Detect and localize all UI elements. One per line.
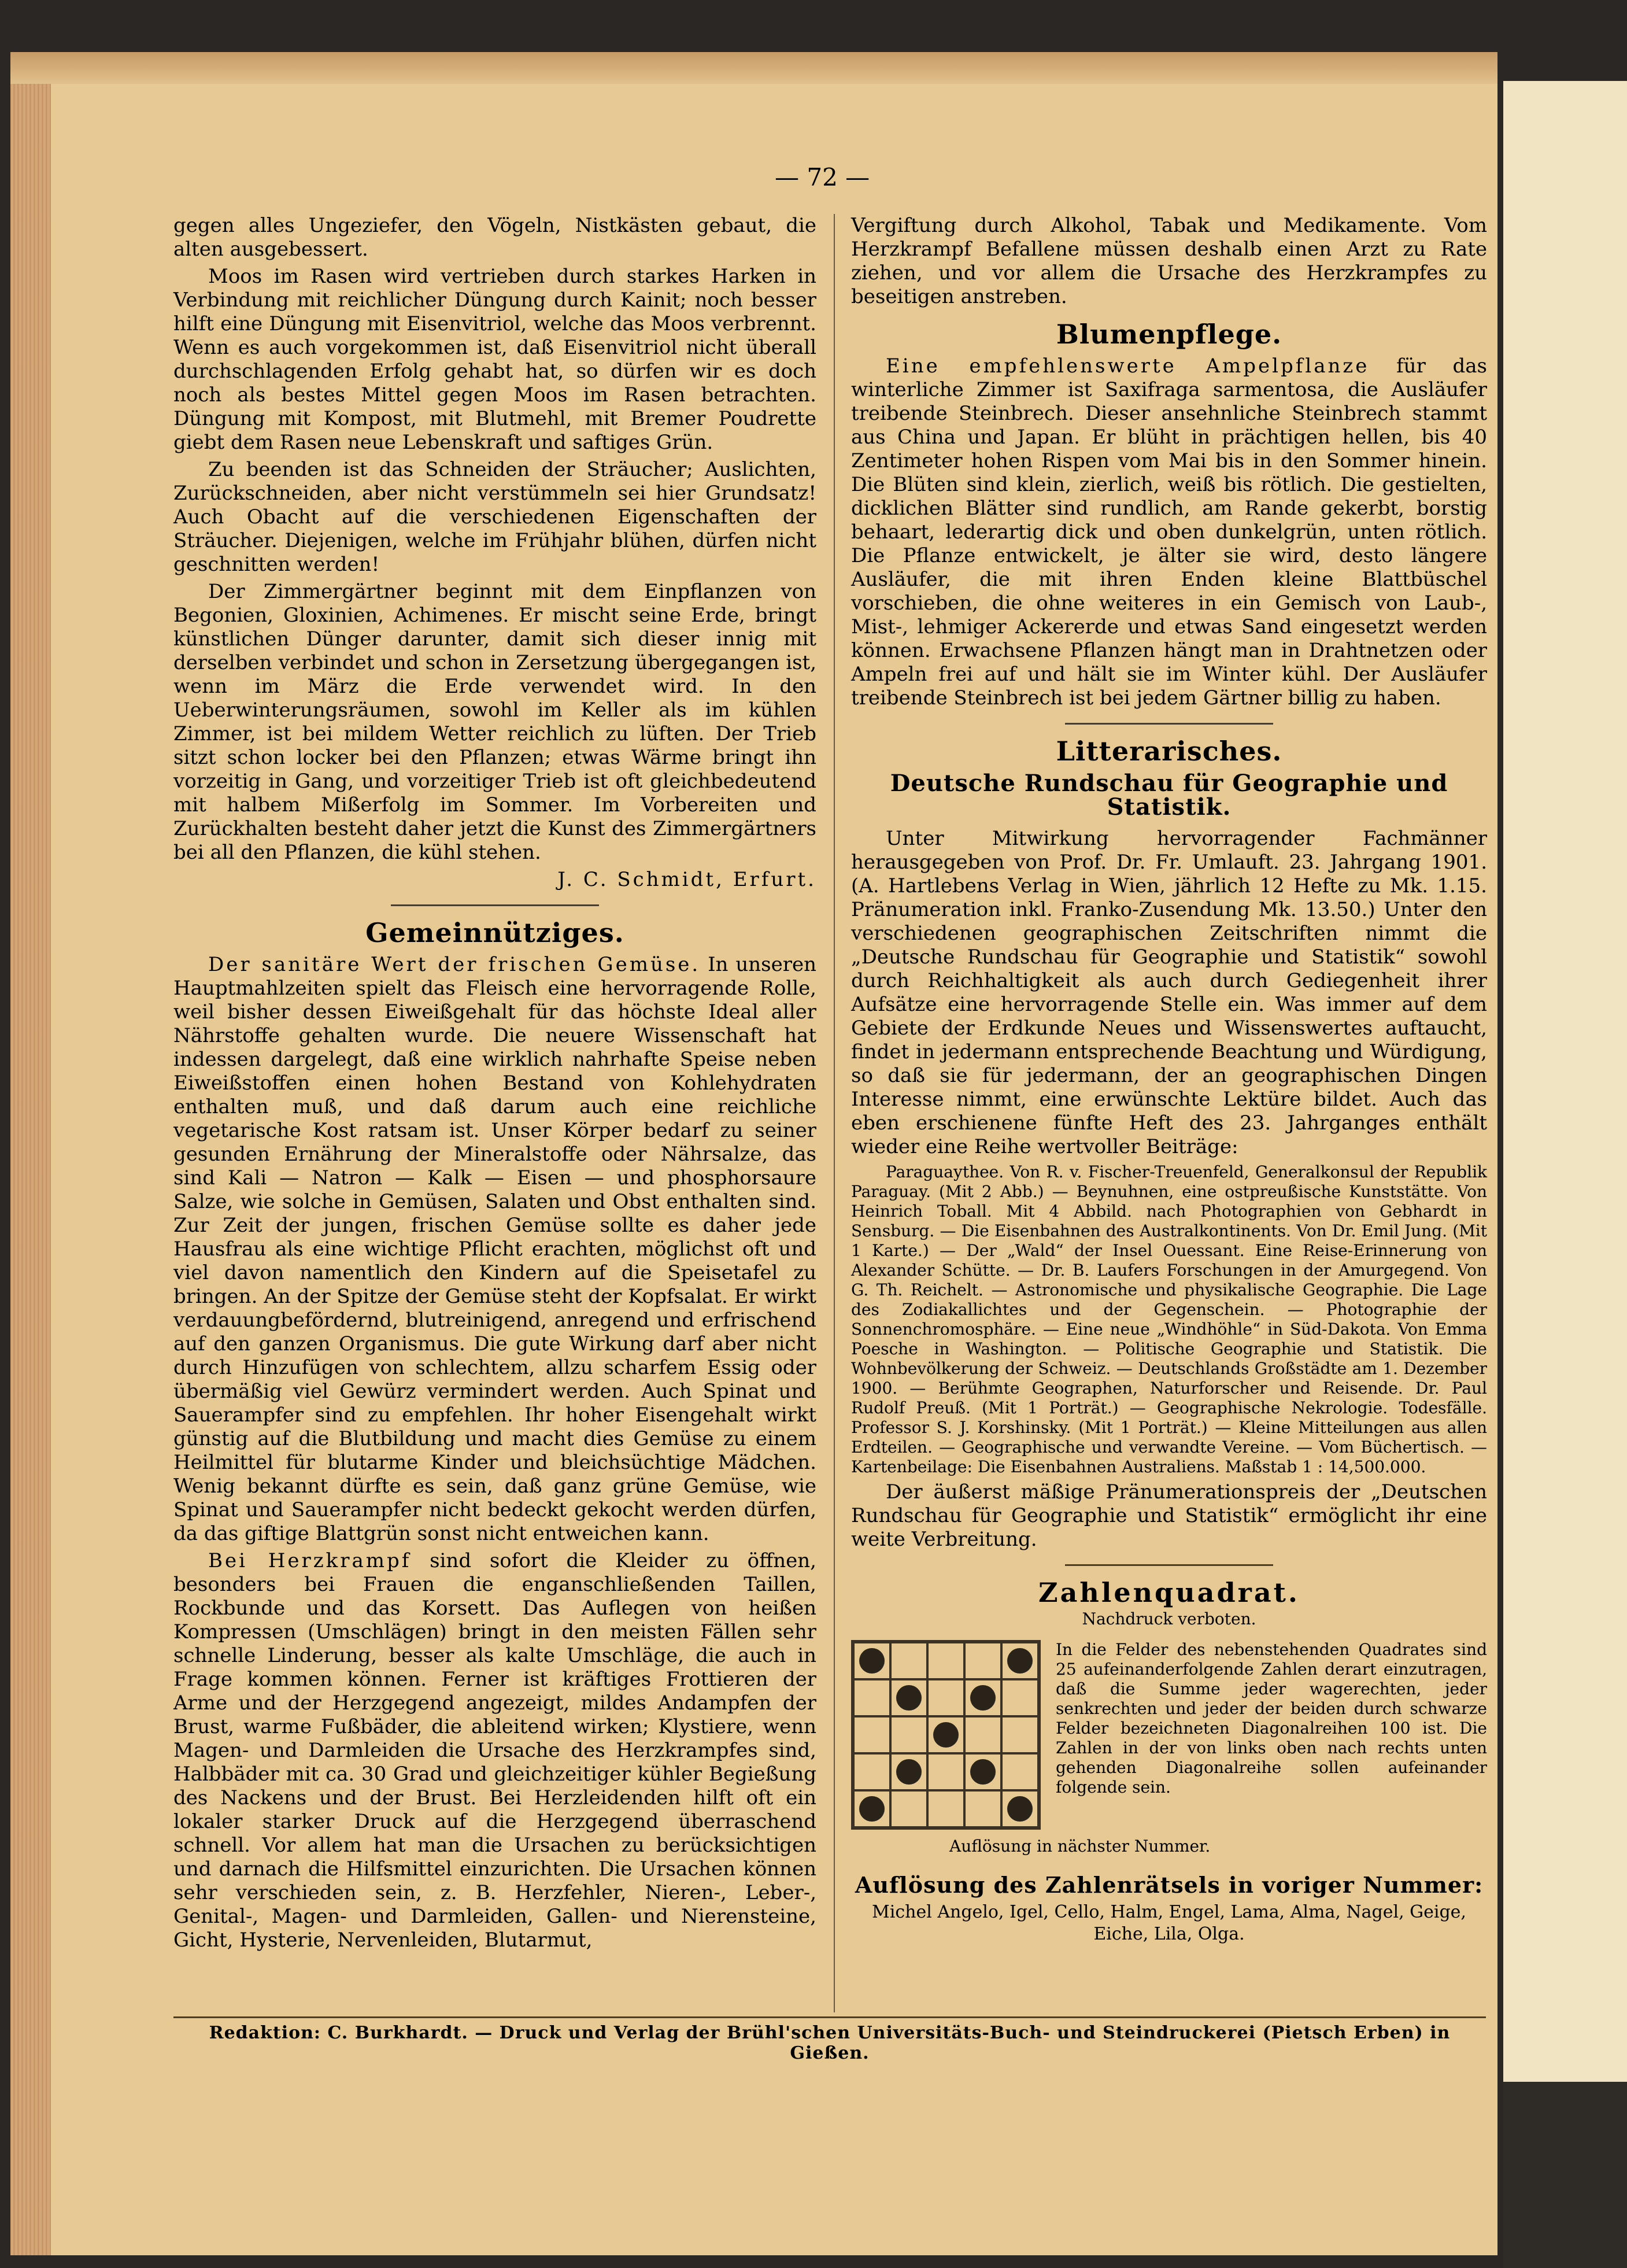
lead-phrase: Der sanitäre Wert der frischen Gemüse. — [208, 953, 701, 976]
grid-cell — [890, 1790, 927, 1827]
black-field — [896, 1685, 922, 1711]
grid-cell — [853, 1716, 890, 1753]
black-field — [859, 1648, 885, 1674]
grid-cell — [964, 1642, 1001, 1679]
paragraph: Zu beenden ist das Schneiden der Sträucher; Auslichten, Zurückschneiden, aber nicht verstümmeln sei hier Grundsatz! Auch Obacht auf die verschiedenen Eigenschaften der Sträucher. Diejenigen, welche im Frühjahr blühen, dürfen nicht geschnitten werden! — [173, 458, 816, 576]
paragraph-text: In unseren Hauptmahlzeiten spielt das Fleisch eine hervorragende Rolle, weil bisher dessen Eiweißgehalt für das höchste Ideal aller Nährstoffe gehalten wurde. Die neuere Wissenschaft hat indessen dargelegt, daß eine wirklich nahrhafte Speise neben Eiweißstoffen einen hohen Bestand von Kohlehydraten enthalten muß, und daß darum auch eine reichliche vegetarische Kost ratsam ist. Unser Körper bedarf zu seiner gesunden Ernährung der Mineralstoffe oder Nährsalze, das sind Kali — Natron — Kalk — Eisen — und phosphorsaure Salze, wie solche in Gemüsen, Salaten und Obst enthalten sind. Zur Zeit der jungen, frischen Gemüse sollte es daher jede Hausfrau als eine wichtige Pflicht erachten, möglichst oft und viel davon namentlich den Kindern auf die Speisetafel zu bringen. An der Spitze der Gemüse steht der Kopfsalat. Er wirkt verdauungbefördernd, blutreinigend, anregend und erfrischend auf den ganzen Organismus. Die gute Wirkung darf aber nicht durch Hinzufügen von schlechtem, allzu scharfem Essig oder übermäßig viel Gewürz vermindert werden. Auch Spinat und Sauerampfer sind zu empfehlen. Ihr hoher Eisengehalt wirkt günstig auf die Blutbildung und macht dies Gemüse zu einem Heilmittel für blutarme Kinder und bleichsüchtige Mädchen. Wenig bekannt dürfte es sein, daß ganz grüne Gemüse, wie Spinat und Sauerampfer nicht bedeckt gekocht werden dürfen, da das giftige Blattgrün sonst nicht entweichen kann. — [173, 953, 816, 1545]
grid-cell — [890, 1642, 927, 1679]
paragraph-text: für das winterliche Zimmer ist Saxifraga sarmentosa, die Ausläufer treibende Steinbrech. Dieser ansehnliche Steinbrech stammt aus China und Japan. Er blüht in prächtigen hellen, bis 40 Zentimeter hohen Rispen vom Mai bis in den Sommer hinein. Die Blüten sind klein, zierlich, weiß bis rötlich. Die gestielten, dicklichen Blätter sind rundlich, am Rande gekerbt, borstig behaart, lederartig dick und oben dunkelgrün, unten rötlich. Die Pflanze entwickelt, je älter sie wird, desto längere Ausläufer, die mit ihren Enden kleine Blattbüschel vorschieben, die ohne weiteres in ein Gemisch von Laub-, Mist-, lehmiger Ackererde und etwas Sand eingesetzt werden können. Erwachsene Pflanzen hängt man in Drahtnetzen oder Ampeln frei auf und hält sie im Winter kühl. Der Ausläufer treibende Steinbrech ist bei jedem Gärtner billig zu haben. — [851, 354, 1487, 710]
imprint: Redaktion: C. Burkhardt. — Druck und Verlag der Brühl'schen Universitäts-Buch- und Steindruckerei (Pietsch Erben) in Gießen. — [209, 2023, 1451, 2063]
black-field — [970, 1759, 996, 1785]
notice: Auflösung in nächster Nummer. — [949, 1837, 1211, 1856]
grid-cell — [964, 1716, 1001, 1753]
black-field — [1007, 1796, 1033, 1822]
black-field — [933, 1722, 959, 1748]
signature: J. C. Schmidt, Erfurt. — [557, 868, 816, 891]
lead-phrase: Eine empfehlenswerte Ampelpflanze — [886, 354, 1370, 378]
grid-cell — [927, 1679, 964, 1716]
divider — [1065, 723, 1273, 725]
grid-cell — [927, 1716, 964, 1753]
section-heading: Gemeinnütziges. — [365, 917, 624, 948]
paragraph: Moos im Rasen wird vertrieben durch starkes Harken in Verbindung mit reichlicher Düngung durch Kainit; noch besser hilft eine Düngung mit Eisenvitriol, welche das Moos verbrennt. Wenn es auch vorgekommen ist, daß Eisenvitriol nicht überall durchschlagenden Erfolg gehabt hat, so dürfen wir es doch noch als bestes Mittel gegen Moos im Rasen betrachten. Düngung mit Kompost, mit Blutmehl, mit Bremer Poudrette giebt dem Rasen neue Lebenskraft und saftiges Grün. — [173, 265, 816, 454]
paragraph-text: sind sofort die Kleider zu öffnen, besonders bei Frauen die enganschließenden Taillen, Rockbunde und das Korsett. Das Auflegen von heißen Kompressen (Umschlägen) bringt in den meisten Fällen sehr schnelle Linderung, besser als kalte Umschläge, die auch in Frage kommen können. Ferner ist kräftiges Frottieren der Arme und der Herzgegend angezeigt, mildes Andampfen der Brust, warme Fußbäder, die ableitend wirken; Klystiere, wenn Magen- und Darmleiden die Ursache des Herzkrampfes sind, Halbbäder mit ca. 30 Grad und gleichzeitiger kühler Begießung des Nackens und der Brust. Bei Herzleidenden hilft oft ein lokaler starker Druck auf die Herzgegend überraschend schnell. Vor allem hat man die Ursachen zu berücksichtigen und darnach die Hilfsmittel einzurichten. Die Ursachen können sehr verschieden sein, z. B. Herzfehler, Nieren-, Leber-, Genital-, Magen- und Darmleiden, Gallen- und Nierensteine, Gicht, Hysterie, Nervenleiden, Blutarmut, — [173, 1549, 816, 1952]
right-column — [851, 214, 1487, 1945]
paragraph: Unter Mitwirkung hervorragender Fachmänner herausgegeben von Prof. Dr. Fr. Umlauft. 23. Jahrgang 1901. (A. Hartlebens Verlag in Wien, jährlich 12 Hefte zu Mk. 1.15. Pränumeration inkl. Franko-Zusendung Mk. 13.50.) Unter den verschiedenen geographischen Zeitschriften nimmt die „Deutsche Rundschau für Geographie und Statistik“ sowohl durch Reichhaltigkeit als auch durch Gediegenheit ihrer Aufsätze eine hervorragende Stelle ein. Was immer auf dem Gebiete der Erdkunde Neues und Wissenswertes auftaucht, findet in jedermann entsprechende Beachtung und Würdigung, so daß sie für jedermann, der an geographischen Dingen Interesse nimmt, eine erwünschte Lektüre bildet. Auch das eben erschienene fünfte Heft des 23. Jahrganges enthält wieder eine Reihe wertvoller Beiträge: — [851, 827, 1487, 1158]
puzzle-grid — [851, 1640, 1041, 1830]
paragraph — [173, 953, 816, 1546]
grid-cell — [853, 1753, 890, 1790]
paragraph — [173, 1549, 816, 1952]
footer-rule — [173, 2016, 1486, 2018]
page-edge-top — [10, 52, 1497, 84]
grid-cell — [964, 1753, 1001, 1790]
section-heading: Litterarisches. — [1056, 736, 1282, 767]
section-heading: Auflösung des Zahlenrätsels in voriger Nummer: — [855, 1872, 1484, 1898]
grid-cell — [927, 1753, 964, 1790]
grid-cell — [964, 1679, 1001, 1716]
solution-text: Michel Angelo, Igel, Cello, Halm, Engel, Lama, Alma, Nagel, Geige, Eiche, Lila, Olga. — [872, 1902, 1466, 1944]
left-column — [173, 214, 816, 1956]
grid-cell — [1001, 1642, 1038, 1679]
divider — [1065, 1564, 1273, 1566]
black-field — [970, 1685, 996, 1711]
section-heading: Zahlenquadrat. — [1038, 1577, 1300, 1608]
lead-phrase: Bei Herzkrampf — [208, 1549, 412, 1572]
column-rule — [834, 214, 835, 2012]
grid-cell — [1001, 1679, 1038, 1716]
paragraph — [851, 354, 1487, 710]
grid-cell — [890, 1753, 927, 1790]
paragraph: Der Zimmergärtner beginnt mit dem Einpflanzen von Begonien, Gloxinien, Achimenes. Er mischt seine Erde, bringt künstlichen Dünger darunter, damit sich dieser innig mit derselben verbindet und schon in Zersetzung übergegangen ist, wenn im März die Erde verwendet wird. In den Ueberwinterungsräumen, sowohl im Keller als im kühlen Zimmer, ist bei mildem Wetter reichlich zu lüften. Der Trieb sitzt schon locker bei den Pflanzen; etwas Wärme bringt ihn vorzeitig in Gang, und vorzeitiger Trieb ist oft gleichbedeutend mit halbem Mißerfolg im Sommer. Im Vorbereiten und Zurückhalten besteht daher jetzt die Kunst des Zimmergärtners bei all den Pflanzen, die kühl stehen. — [173, 580, 816, 864]
grid-cell — [1001, 1790, 1038, 1827]
page-edge — [10, 52, 51, 2255]
grid-cell — [1001, 1753, 1038, 1790]
grid-cell — [853, 1679, 890, 1716]
notice: Nachdruck verboten. — [1082, 1609, 1256, 1628]
black-field — [859, 1796, 885, 1822]
background-board — [1503, 81, 1627, 2082]
section-heading: Blumenpflege. — [1056, 319, 1282, 350]
grid-cell — [927, 1790, 964, 1827]
grid-cell — [853, 1642, 890, 1679]
grid-cell — [853, 1790, 890, 1827]
number-square-puzzle — [851, 1640, 1487, 1830]
divider — [391, 904, 599, 906]
black-field — [896, 1759, 922, 1785]
sub-heading: Deutsche Rundschau für Geographie und Statistik. — [890, 770, 1448, 821]
black-field — [1007, 1648, 1033, 1674]
grid-cell — [964, 1790, 1001, 1827]
grid-cell — [890, 1679, 927, 1716]
contents-list: Paraguaythee. Von R. v. Fischer-Treuenfeld, Generalkonsul der Republik Paraguay. (Mit 2 Abb.) — Beynuhnen, eine ostpreußische Kunststätte. Von Heinrich Toball. Mit 4 Abbild. nach Photographien von Gebhardt in Sensburg. — Die Eisenbahnen des Australkontinents. Von Dr. Emil Jung. (Mit 1 Karte.) — Der „Wald“ der Insel Ouessant. Eine Reise-Erinnerung von Alexander Schütte. — Dr. B. Laufers Forschungen in der Amurgegend. Von G. Th. Reichelt. — Astronomische und physikalische Geographie. Die Lage des Zodiakallichtes und der Gegenschein. — Photographie der Sonnenchromosphäre. — Eine neue „Windhöhle“ in Süd-Dakota. Von Emma Poesche in Washington. — Politische Geographie und Statistik. Die Wohnbevölkerung der Schweiz. — Deutschlands Großstädte am 1. Dezember 1900. — Berühmte Geographen, Naturforscher und Reisende. Dr. Paul Rudolf Preuß. (Mit 1 Porträt.) — Geographische Nekrologie. Todesfälle. Professor S. J. Korshinsky. (Mit 1 Porträt.) — Kleine Mitteilungen aus allen Erdteilen. — Geographische und verwandte Vereine. — Vom Büchertisch. — Kartenbeilage: Die Eisenbahnen Australiens. Maßstab 1 : 14,500.000. — [851, 1162, 1487, 1476]
background-shadow — [1503, 2082, 1627, 2268]
grid-cell — [927, 1642, 964, 1679]
puzzle-instructions: In die Felder des nebenstehenden Quadrates sind 25 aufeinanderfolgende Zahlen derart einzutragen, daß die Summe jeder wagerechten, jeder senkrechten und jeder der beiden durch schwarze Felder bezeichneten Diagonalreihen 100 ist. Die Zahlen in der von links oben nach rechts unten gehenden Diagonalreihe sollen aufeinander folgende sein. — [1056, 1640, 1487, 1797]
page-number: — 72 — — [775, 163, 870, 191]
paragraph: Der äußerst mäßige Pränumerationspreis der „Deutschen Rundschau für Geographie und Statistik“ ermöglicht ihr eine weite Verbreitung. — [851, 1480, 1487, 1551]
paragraph: gegen alles Ungeziefer, den Vögeln, Nistkästen gebaut, die alten ausgebessert. — [173, 214, 816, 261]
grid-cell — [890, 1716, 927, 1753]
grid-cell — [1001, 1716, 1038, 1753]
paragraph: Vergiftung durch Alkohol, Tabak und Medikamente. Vom Herzkrampf Befallene müssen deshalb einen Arzt zu Rate ziehen, und vor allem die Ursache des Herzkrampfes zu beseitigen anstreben. — [851, 214, 1487, 308]
